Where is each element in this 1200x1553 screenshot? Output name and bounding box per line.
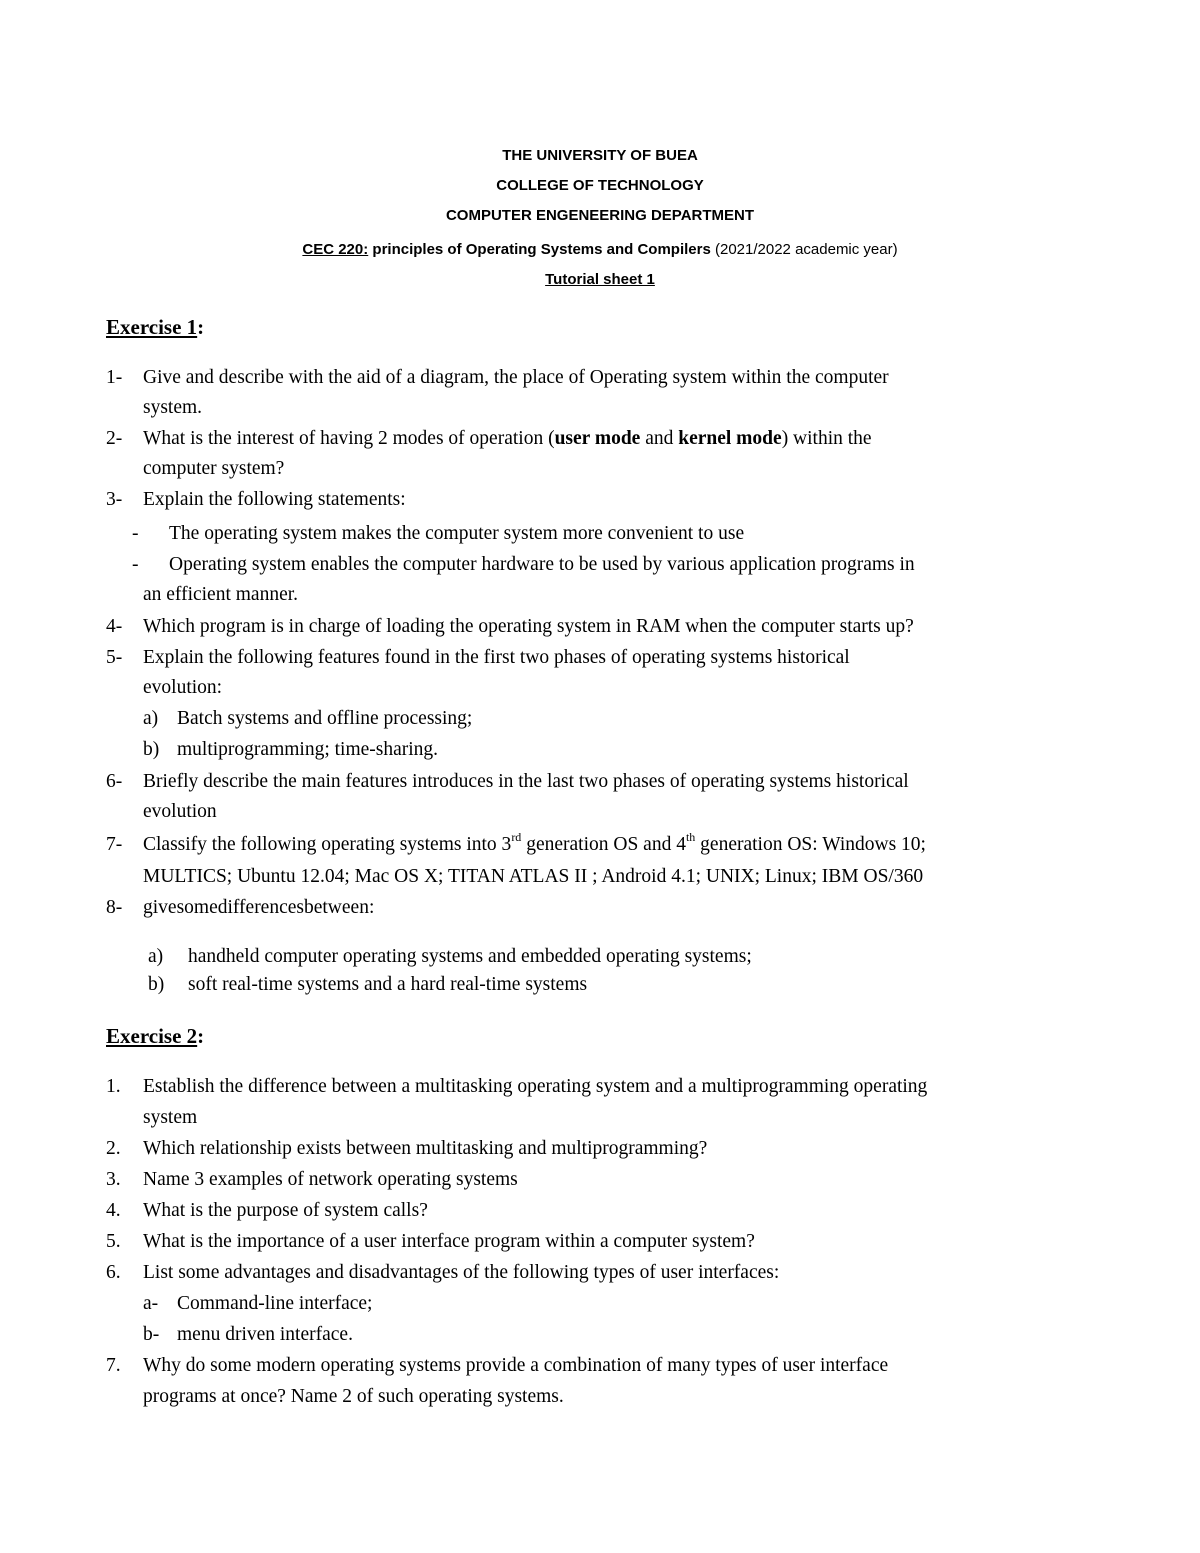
item-text-pre: What is the interest of having 2 modes of operation ( (143, 428, 555, 449)
sub-item-text: Batch systems and offline processing; (177, 708, 473, 729)
item-text-continued: programs at once? Name 2 of such operating systems. (143, 1386, 564, 1407)
item-text-mid: generation OS and 4 (521, 834, 686, 855)
item-text: Explain the following features found in the first two phases of operating systems historical (143, 647, 850, 668)
sub-item-text: Command-line interface; (177, 1293, 373, 1314)
item-number: 1. (106, 1076, 121, 1097)
university-name: THE UNIVERSITY OF BUEA (502, 147, 698, 164)
item-text: List some advantages and disadvantages of the following types of user interfaces: (143, 1262, 780, 1283)
course-line (0, 240, 1200, 260)
item-text: Name 3 examples of network operating systems (143, 1169, 518, 1190)
item-text: What is the purpose of system calls? (143, 1200, 428, 1221)
exercise-1-title (106, 314, 204, 340)
item-text: What is the importance of a user interface program within a computer system? (143, 1231, 755, 1252)
item-text: Establish the difference between a multitasking operating system and a multiprogramming operating (143, 1076, 928, 1097)
tutorial-sheet-title (0, 270, 1200, 290)
tutorial-sheet-label: Tutorial sheet 1 (545, 271, 655, 288)
item-text: Why do some modern operating systems provide a combination of many types of user interface (143, 1355, 889, 1376)
item-text-mid: and (640, 428, 679, 449)
sub-item-text: handheld computer operating systems and embedded operating systems; (188, 946, 752, 967)
item-number: 5. (106, 1231, 121, 1252)
ordinal-superscript: rd (511, 829, 522, 844)
item-number: 3. (106, 1169, 121, 1190)
item-number: 7. (106, 1355, 121, 1376)
sub-item-label: b- (143, 1324, 160, 1345)
sub-item-label: b) (148, 974, 165, 995)
bullet-dash: - (132, 523, 139, 544)
item-text-post: generation OS: Windows 10; (695, 834, 926, 855)
exercise-2-colon: : (197, 1024, 205, 1048)
academic-year: (2021/2022 academic year) (715, 241, 898, 258)
department-name: COMPUTER ENGENEERING DEPARTMENT (445, 207, 755, 224)
item-number: 8- (106, 897, 123, 918)
item-number: 2- (106, 428, 123, 449)
item-text-post: ) within the (781, 428, 872, 449)
sub-item-label: a) (143, 708, 159, 729)
sub-item-label: a) (148, 946, 164, 967)
item-number: 4. (106, 1200, 121, 1221)
item-text: Which relationship exists between multitasking and multiprogramming? (143, 1138, 708, 1159)
item-text: Which program is in charge of loading the operating system in RAM when the computer starts up? (143, 616, 914, 637)
sub-item-text: Operating system enables the computer hardware to be used by various application programs in (169, 554, 915, 575)
course-title: principles of Operating Systems and Compilers (368, 241, 715, 258)
college-name: COLLEGE OF TECHNOLOGY (496, 177, 704, 194)
sub-item-label: a- (143, 1293, 159, 1314)
item-text: Give and describe with the aid of a diagram, the place of Operating system within the computer (143, 367, 889, 388)
sub-item-text: menu driven interface. (177, 1324, 353, 1345)
item-number: 5- (106, 647, 123, 668)
ordinal-superscript: th (685, 829, 696, 844)
bullet-dash: - (132, 554, 139, 575)
item-number: 3- (106, 489, 123, 510)
item-number: 7- (106, 834, 123, 855)
kernel-mode-term: kernel mode (678, 428, 782, 449)
item-number: 6- (106, 771, 123, 792)
user-mode-term: user mode (554, 428, 641, 449)
item-text (143, 829, 1094, 858)
item-number: 2. (106, 1138, 121, 1159)
item-text: givesomedifferencesbetween: (143, 897, 375, 918)
exercise-2-label: Exercise 2 (106, 1024, 198, 1048)
exercise-1-label: Exercise 1 (106, 315, 198, 339)
item-text (143, 426, 1094, 452)
item-number: 1- (106, 367, 123, 388)
exercise-2-title (106, 1023, 204, 1049)
item-text-continued: evolution (143, 801, 217, 822)
sub-item-label: b) (143, 739, 160, 760)
item-text-continued: system (143, 1107, 198, 1128)
sub-item-text: soft real-time systems and a hard real-time systems (188, 974, 588, 995)
exercise-1-colon: : (197, 315, 205, 339)
item-number: 6. (106, 1262, 121, 1283)
item-number: 4- (106, 616, 123, 637)
item-text-pre: Classify the following operating systems into 3 (143, 834, 512, 855)
item-text-continued: evolution: (143, 677, 223, 698)
sub-item-text: The operating system makes the computer system more convenient to use (169, 523, 745, 544)
sub-item-text: multiprogramming; time-sharing. (177, 739, 439, 760)
item-text: Explain the following statements: (143, 489, 406, 510)
item-text: Briefly describe the main features introduces in the last two phases of operating systems historical (143, 771, 909, 792)
sub-item-text-continued: an efficient manner. (143, 584, 299, 605)
course-code: CEC 220: (302, 241, 369, 258)
item-text-continued: MULTICS; Ubuntu 12.04; Mac OS X; TITAN ATLAS II ; Android 4.1; UNIX; Linux; IBM OS/360 (143, 866, 924, 887)
item-text-continued: computer system? (143, 458, 285, 479)
item-text-continued: system. (143, 397, 203, 418)
